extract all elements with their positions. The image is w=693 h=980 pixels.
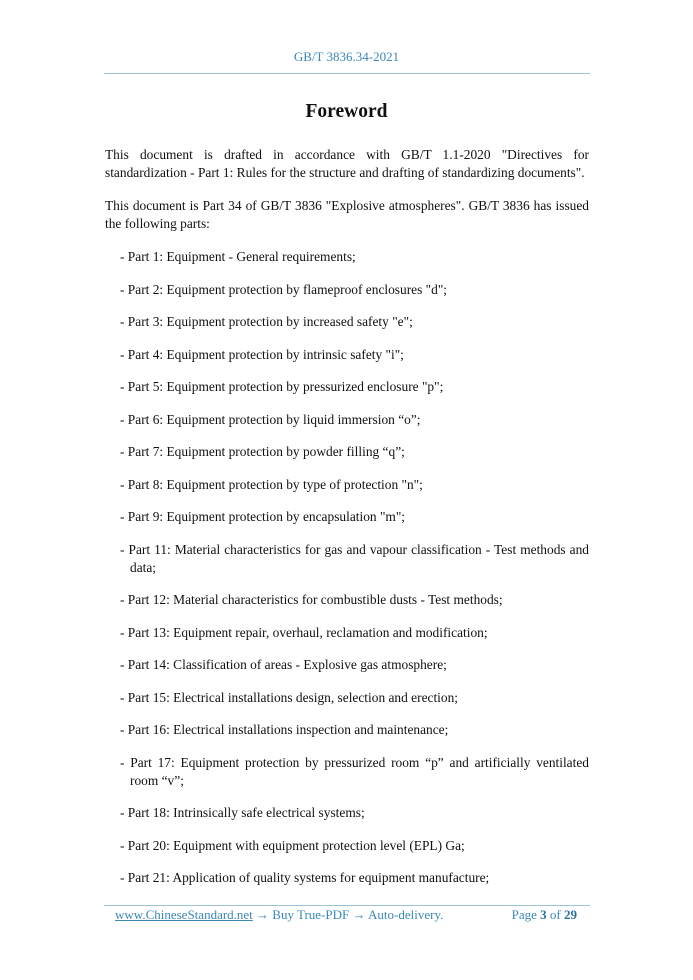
list-item: - Part 8: Equipment protection by type of protection "n"; [120, 476, 423, 492]
document-body [105, 146, 589, 902]
header-divider [104, 73, 590, 74]
current-page: 3 [540, 907, 547, 922]
footer-promo [115, 907, 443, 923]
list-item: - Part 9: Equipment protection by encapsulation "m"; [120, 509, 406, 524]
page-title: Foreword [305, 101, 388, 122]
delivery-text: Auto-delivery. [368, 907, 444, 922]
list-item: - Part 12: Material characteristics for combustible dusts - Test methods; [120, 592, 503, 607]
page-label: Page [511, 907, 537, 922]
list-item: - Part 15: Electrical installations design, selection and erection; [120, 689, 459, 705]
list-item: - Part 3: Equipment protection by increased safety "e"; [120, 314, 413, 329]
list-item: - Part 21: Application of quality systems for equipment manufacture; [120, 870, 490, 885]
buy-text: Buy True-PDF [272, 907, 350, 922]
list-item: - Part 2: Equipment protection by flameproof enclosures "d"; [120, 281, 448, 297]
list-item: - Part 16: Electrical installations inspection and maintenance; [120, 722, 449, 737]
list-item: - Part 17: Equipment protection by pressurized room “p” and artificially ventilated room “v”; [120, 754, 589, 788]
arrow-icon: → [352, 907, 366, 922]
list-item: - Part 18: Intrinsically safe electrical systems; [120, 805, 365, 820]
list-item: - Part 14: Classification of areas - Explosive gas atmosphere; [120, 657, 447, 672]
parts-list [105, 248, 589, 887]
footer-divider [104, 905, 590, 906]
paragraph: This document is drafted in accordance with GB/T 1.1-2020 "Directives for standardization - Part 1: Rules for the structure and drafting of standardizing documents". [105, 147, 589, 180]
paragraph: This document is Part 34 of GB/T 3836 "Explosive atmospheres". GB/T 3836 has issued the following parts: [105, 198, 589, 231]
list-item: - Part 5: Equipment protection by pressurized enclosure "p"; [120, 379, 444, 394]
running-header: GB/T 3836.34-2021 [293, 49, 400, 64]
list-item: - Part 4: Equipment protection by intrinsic safety "i"; [120, 346, 404, 362]
total-pages: 29 [564, 907, 577, 922]
list-item: - Part 11: Material characteristics for gas and vapour classification - Test methods and data; [120, 541, 589, 575]
website-link[interactable]: www.ChineseStandard.net [115, 907, 253, 922]
list-item: - Part 13: Equipment repair, overhaul, reclamation and modification; [120, 624, 488, 640]
list-item: - Part 7: Equipment protection by powder filling “q”; [120, 444, 405, 459]
list-item: - Part 20: Equipment with equipment protection level (EPL) Ga; [120, 837, 465, 853]
list-item: - Part 1: Equipment - General requirements; [120, 249, 356, 264]
page-number [512, 907, 577, 923]
arrow-icon: → [256, 907, 270, 922]
list-item: - Part 6: Equipment protection by liquid immersion “o”; [120, 411, 421, 427]
of-label: of [549, 907, 561, 922]
footer [115, 907, 577, 923]
